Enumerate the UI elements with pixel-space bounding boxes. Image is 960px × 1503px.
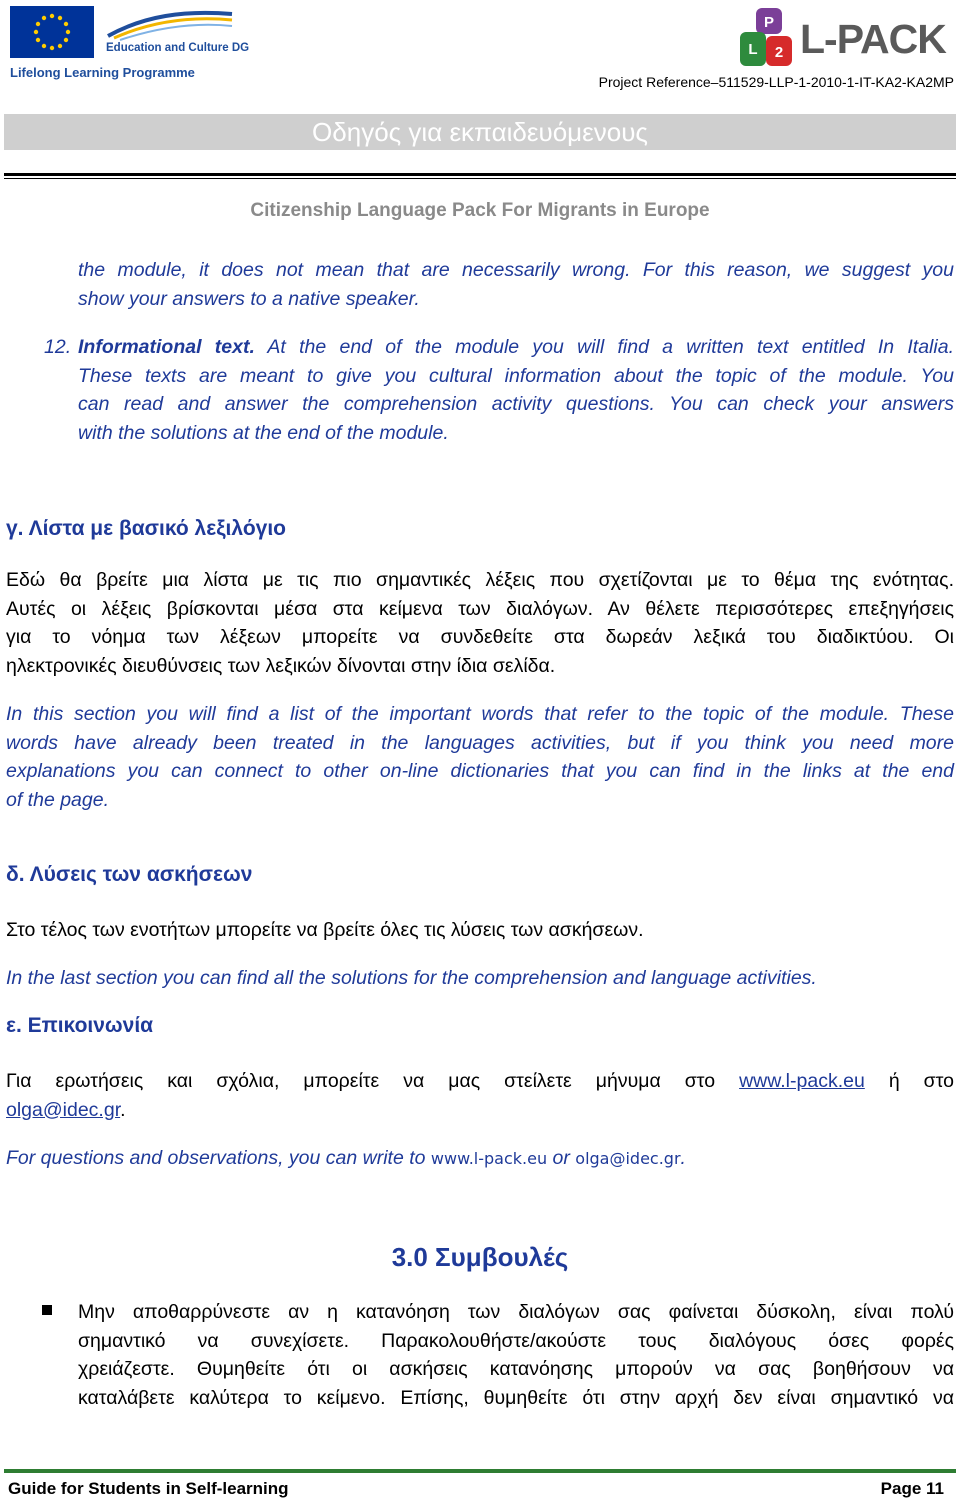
section-title-tips: 3.0 Συμβουλές xyxy=(391,1242,569,1272)
project-reference: Project Reference–511529-LLP-1-2010-1-IT-KA2-KA2MP xyxy=(598,74,954,90)
svg-text:L: L xyxy=(748,41,758,58)
english-line: In the last section you can find all the solutions for the comprehension and language activities. xyxy=(6,967,817,989)
page-title: Οδηγός για εκπαιδευόμενους xyxy=(312,117,648,147)
header-rule xyxy=(4,173,956,176)
english-line: explanations you can connect to other on-line dictionaries that you can find in the links at the end xyxy=(6,760,954,783)
greek-line: για το νόημα των λέξεων μπορείτε να συνδεθείτε στα δωρεάν λεξικά του διαδικτύου. Οι xyxy=(6,626,954,649)
education-culture-label: Education and Culture DG xyxy=(106,42,250,54)
contact-english-suffix: . xyxy=(680,1147,686,1169)
svg-text:2: 2 xyxy=(774,44,784,61)
section-heading-solutions: δ. Λύσεις των ασκήσεων xyxy=(6,863,253,886)
footer-page-number: Page 11 xyxy=(880,1479,944,1498)
greek-line: Εδώ θα βρείτε μια λίστα με τις πιο σημαντικές λέξεις που σχετίζονται με το θέμα της ενότητας. xyxy=(6,569,954,591)
contact-period: . xyxy=(120,1098,126,1121)
contact-english-email: olga@idec.gr xyxy=(575,1149,681,1168)
footer-rule xyxy=(4,1469,956,1473)
eu-stars-icon xyxy=(10,6,94,58)
lifelong-learning-logo xyxy=(4,2,250,84)
tips-paragraph xyxy=(78,1298,954,1413)
solutions-english-paragraph xyxy=(6,964,954,993)
list-item-number: 12. xyxy=(44,336,72,358)
item12-line: can read and answer the comprehension activity questions. You can check your answers xyxy=(78,393,954,416)
intro-line: show your answers to a native speaker. xyxy=(78,287,420,310)
lpack-logo xyxy=(738,6,948,70)
header-rule-thin xyxy=(4,178,956,179)
footer-guide-title: Guide for Students in Self-learning xyxy=(8,1479,289,1498)
section-heading-contact: ε. Επικοινωνία xyxy=(6,1014,154,1037)
contact-prefix-text: Για ερωτήσεις και σχόλια, μπορείτε να μας στείλετε μήνυμα στο xyxy=(6,1070,716,1092)
contact-english-line xyxy=(6,1144,954,1174)
tip-line: καταλάβετε καλύτερα το κείμενο. Επίσης, θυμηθείτε ότι στην αρχή δεν είναι σημαντικό να xyxy=(78,1387,954,1410)
contact-greek-paragraph xyxy=(6,1067,954,1124)
item12-line: with the solutions at the end of the module. xyxy=(78,422,449,445)
lpack-blocks-icon xyxy=(738,6,798,70)
greek-line: Αυτές οι λέξεις βρίσκονται μέσα στα κείμενα των διαλόγων. Αν θέλετε περισσότερες επεξηγήσεις xyxy=(6,597,954,620)
square-bullet-icon xyxy=(42,1305,52,1315)
website-link[interactable]: www.l-pack.eu xyxy=(739,1070,865,1092)
english-line: In this section you will find a list of the important words that refer to the topic of the module. These xyxy=(6,703,954,725)
contact-english-website: www.l-pack.eu xyxy=(430,1149,548,1168)
item12-bold-label: Informational text. xyxy=(78,336,255,358)
lpack-wordmark: L-PACK xyxy=(800,16,946,62)
greek-line: Στο τέλος των ενοτήτων μπορείτε να βρείτε όλες τις λύσεις των ασκήσεων. xyxy=(6,919,644,941)
svg-text:P: P xyxy=(763,14,775,31)
solutions-greek-paragraph xyxy=(6,916,954,945)
tip-line: χρειάζεστε. Θυμηθείτε ότι οι ασκήσεις κατανόησης μπορούν να σας βοηθήσουν να xyxy=(78,1358,954,1381)
section-heading-vocabulary: γ. Λίστα με βασικό λεξιλόγιο xyxy=(6,517,286,540)
contact-greek-line-2 xyxy=(6,1096,954,1125)
english-line: words have already been treated in the languages activities, but if you think you need more xyxy=(6,731,954,754)
vocabulary-english-paragraph xyxy=(6,700,954,815)
page-subtitle: Citizenship Language Pack For Migrants in Europe xyxy=(250,200,710,221)
contact-english-or: or xyxy=(547,1147,576,1169)
intro-paragraph xyxy=(78,256,954,313)
contact-or-text: ή στο xyxy=(888,1070,954,1092)
tip-line: Μην αποθαρρύνεστε αν η κατανόηση των διαλόγων σας φαίνεται δύσκολη, είναι πολύ xyxy=(78,1301,954,1323)
email-link[interactable]: olga@idec.gr xyxy=(6,1098,121,1121)
tip-line: σημαντικό να συνεχίσετε. Παρακολουθήστε/ακούστε τους διαλόγους όσες φορές xyxy=(78,1329,954,1352)
eu-flag-icon xyxy=(10,6,94,58)
english-line: of the page. xyxy=(6,789,110,812)
item12-first-line-text: At the end of the module you will find a written text entitled In Italia. xyxy=(254,336,954,358)
item12-first-line xyxy=(78,333,954,362)
intro-line: the module, it does not mean that are necessarily wrong. For this reason, we suggest you xyxy=(78,259,954,281)
contact-english-prefix: For questions and observations, you can write to xyxy=(6,1147,431,1169)
item12-line: These texts are meant to give you cultural information about the topic of the module. You xyxy=(78,364,954,387)
vocabulary-greek-paragraph xyxy=(6,566,954,681)
contact-greek-line-1 xyxy=(6,1067,954,1096)
contact-english-paragraph xyxy=(6,1144,954,1174)
education-swoosh-icon xyxy=(104,6,236,42)
greek-line: ηλεκτρονικές διευθύνσεις των λεξικών δίνονται στην ίδια σελίδα. xyxy=(6,655,556,678)
lifelong-learning-label: Lifelong Learning Programme xyxy=(10,65,195,80)
